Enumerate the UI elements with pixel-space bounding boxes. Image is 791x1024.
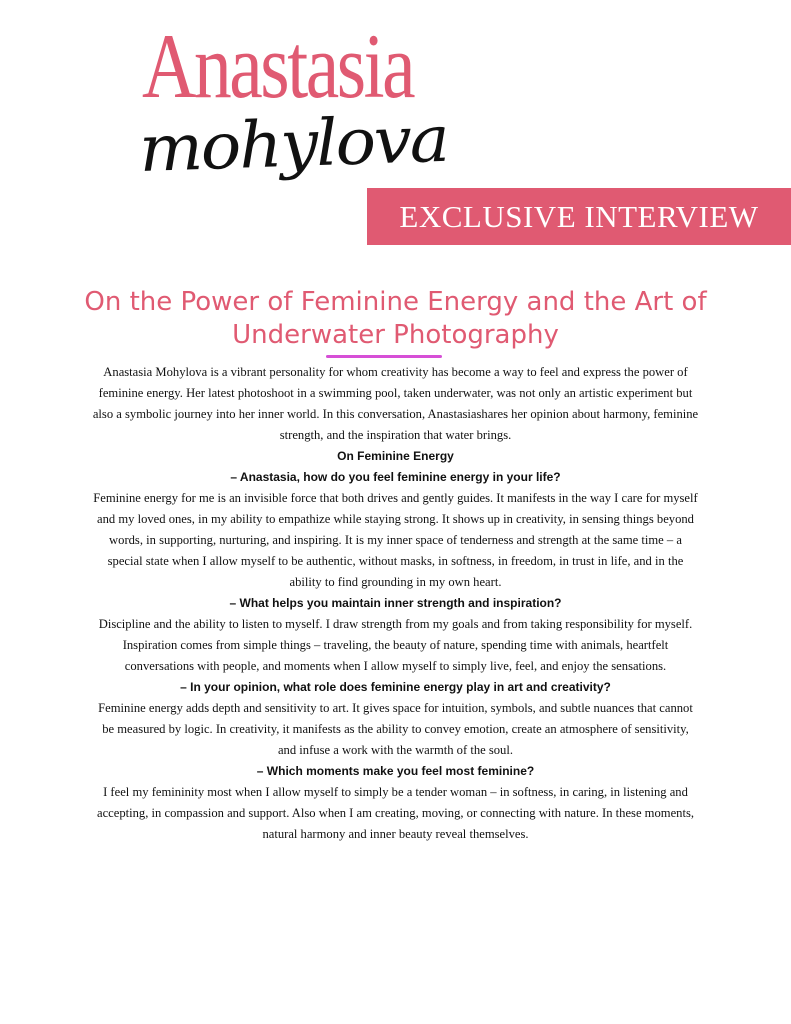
answer-2: Discipline and the ability to listen to myself. I draw strength from my goals and from taking responsibility for myself. Inspiration comes from simple things – traveling, the beauty of nature, spending time with animals, heartfelt conversations with people, and moments when I allow myself to simply live, feel, and enjoy the sensations.	[98, 617, 693, 673]
headline-line-2: Underwater Photography	[232, 320, 559, 350]
answer-1: Feminine energy for me is an invisible force that both drives and gently guides. It manifests in the way I care for myself and my loved ones, in my ability to empathize while staying strong. It shows up in creativity, in sensing things beyond words, in supporting, nurturing, and inspiring. It is my inner space of tenderness and strength at the same time – a special state when I allow myself to be authentic, without masks, in softness, in freedom, in trust in life, and in the ability to find grounding in my own heart.	[93, 491, 698, 589]
exclusive-interview-banner: EXCLUSIVE INTERVIEW	[367, 188, 791, 245]
intro-paragraph: Anastasia Mohylova is a vibrant personality for whom creativity has become a way to feel and express the power of feminine energy. Her latest photoshoot in a swimming pool, taken underwater, was not only an artistic experiment but also a symbolic journey into her inner world. In this conversation, Anastasiashares her opinion about harmony, feminine strength, and the inspiration that water brings.	[92, 365, 699, 442]
question-3: – In your opinion, what role does feminine energy play in art and creativity?	[180, 680, 611, 694]
headline-line-1: On the Power of Feminine Energy and the Art of	[84, 287, 707, 317]
question-2: – What helps you maintain inner strength and inspiration?	[229, 596, 562, 610]
answer-3: Feminine energy adds depth and sensitivity to art. It gives space for intuition, symbols, and subtle nuances that cannot be measured by logic. In creativity, it manifests as the ability to convey emotion, create an atmosphere of sensitivity, and infuse a work with the warmth of the soul.	[98, 701, 693, 757]
question-4: – Which moments make you feel most feminine?	[256, 764, 535, 778]
article-body	[92, 362, 699, 845]
answer-4: I feel my femininity most when I allow myself to simply be a tender woman – in softness, in caring, in listening and accepting, in compassion and support. Also when I am creating, moving, or connecting with nature. In these moments, natural harmony and inner beauty reveal themselves.	[96, 785, 695, 841]
section-title: On Feminine Energy	[337, 449, 454, 463]
logo-first-name: Anastasia	[142, 15, 414, 117]
headline-divider	[326, 355, 442, 358]
article-headline	[40, 286, 751, 352]
logo-last-name: mohylova	[137, 102, 449, 187]
question-1: – Anastasia, how do you feel feminine energy in your life?	[230, 470, 561, 484]
